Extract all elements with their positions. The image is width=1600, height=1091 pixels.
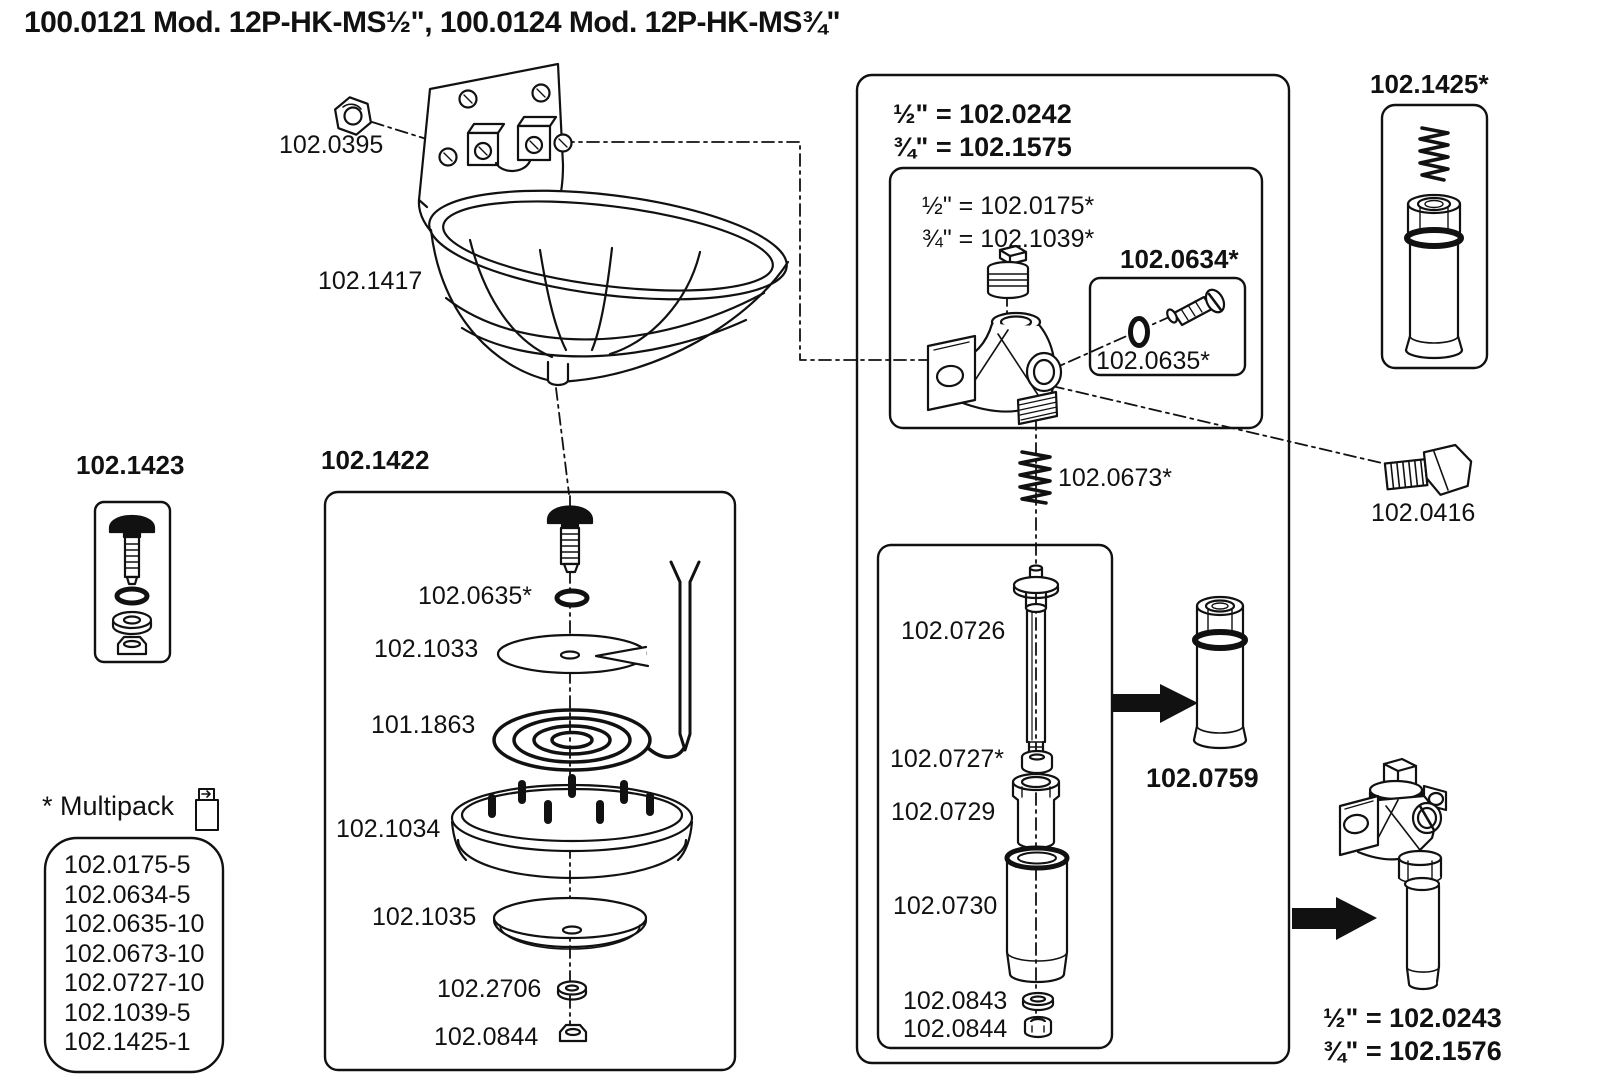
multipack-item: 102.0727-10 xyxy=(64,969,205,997)
multipack-icon xyxy=(196,789,218,830)
cup-102-1034 xyxy=(452,774,692,878)
arrow-to-complete-valve xyxy=(1292,897,1377,940)
multipack-item: 102.0175-5 xyxy=(64,851,191,879)
label-cup: 102.1034 xyxy=(336,815,441,843)
multipack-item: 102.0635-10 xyxy=(64,910,205,938)
label-nut-right: 102.0844 xyxy=(903,1015,1008,1043)
label-spiral: 101.1863 xyxy=(371,711,476,739)
label-tube: 102.0730 xyxy=(893,892,998,920)
washer-102-2706 xyxy=(558,982,586,1000)
page-title: 100.0121 Mod. 12P-HK-MS½", 100.0124 Mod. 12P-HK-MS¾" xyxy=(24,6,841,39)
multipack-list xyxy=(64,851,204,1058)
label-cartridge-kit-title: 102.1425* xyxy=(1370,69,1489,99)
label-bolt-kit-title: 102.1423 xyxy=(76,450,185,480)
label-oring-sub: 102.0635* xyxy=(1096,347,1211,375)
group-outline-boxes xyxy=(45,75,1487,1072)
multipack-item: 102.0634-5 xyxy=(64,880,191,909)
nut-102-0395-drawing xyxy=(335,97,371,134)
screw-kit-drawing xyxy=(1131,287,1228,346)
label-spring: 102.0673* xyxy=(1058,464,1173,492)
bolt-kit-drawing xyxy=(110,516,154,654)
bowl-drawing xyxy=(419,64,793,385)
label-valve-kit-title: 102.1422 xyxy=(321,445,430,475)
label-disc: 102.1033 xyxy=(374,635,479,663)
line-bowl-to-kit xyxy=(556,388,569,494)
label-complete-threequarter: ¾" = 102.1576 xyxy=(1323,1036,1502,1066)
label-cartridge-assembled: 102.0759 xyxy=(1146,763,1259,793)
screw-drawing xyxy=(1165,287,1228,325)
label-multipack-heading: * Multipack xyxy=(42,791,175,821)
seal-102-0727 xyxy=(1022,751,1052,773)
carriage-bolt xyxy=(548,507,592,524)
complete-valve-drawing xyxy=(1292,759,1446,989)
plug-drawing xyxy=(988,246,1028,298)
nut-102-0844-kit xyxy=(560,1025,586,1041)
line-body-to-bolt xyxy=(1052,386,1386,464)
label-dish: 102.1035 xyxy=(372,903,477,931)
label-body-size-threequarter: ¾" = 102.1039* xyxy=(922,225,1095,253)
label-seal: 102.0727* xyxy=(890,745,1005,773)
disc-102-1033 xyxy=(498,635,648,673)
label-nut-102-0395: 102.0395 xyxy=(279,131,384,159)
bowl-body xyxy=(423,173,793,385)
oring-102-0635 xyxy=(557,591,587,605)
label-bowl-102-1417: 102.1417 xyxy=(318,267,423,295)
washer-102-0843 xyxy=(1023,993,1053,1010)
label-oring-kit: 102.0635* xyxy=(418,582,533,610)
label-body-size-half: ½" = 102.0175* xyxy=(922,192,1095,220)
label-mounting-bolt: 102.0416 xyxy=(1371,499,1476,527)
tube-102-0730 xyxy=(1007,848,1067,982)
arrow-to-cartridge xyxy=(1112,684,1198,723)
label-complete-half: ½" = 102.0243 xyxy=(1323,1003,1502,1033)
label-washer-right: 102.0843 xyxy=(903,987,1008,1015)
label-washer-kit: 102.2706 xyxy=(437,975,542,1003)
cartridge-kit-drawing xyxy=(1406,128,1462,358)
cartridge-parts-drawing xyxy=(1007,566,1067,1038)
nut-102-0844-right xyxy=(1025,1017,1051,1037)
label-screw-kit-title: 102.0634* xyxy=(1120,244,1239,274)
valve-body-drawing xyxy=(928,313,1061,424)
cartridge-102-0759-drawing xyxy=(1194,597,1246,748)
multipack-item: 102.1425-1 xyxy=(64,1028,191,1056)
mounting-bolt-drawing xyxy=(1384,444,1475,501)
label-right-size-threequarter: ¾" = 102.1575 xyxy=(893,132,1072,162)
label-nut-kit: 102.0844 xyxy=(434,1023,539,1051)
label-gland: 102.0729 xyxy=(891,798,996,826)
multipack-item: 102.0673-10 xyxy=(64,939,205,968)
oring-sub xyxy=(1131,319,1148,346)
multipack-item: 102.1039-5 xyxy=(64,998,191,1027)
spring-102-0673 xyxy=(1020,452,1050,503)
label-stem: 102.0726 xyxy=(901,617,1006,645)
label-right-size-half: ½" = 102.0242 xyxy=(893,99,1072,129)
